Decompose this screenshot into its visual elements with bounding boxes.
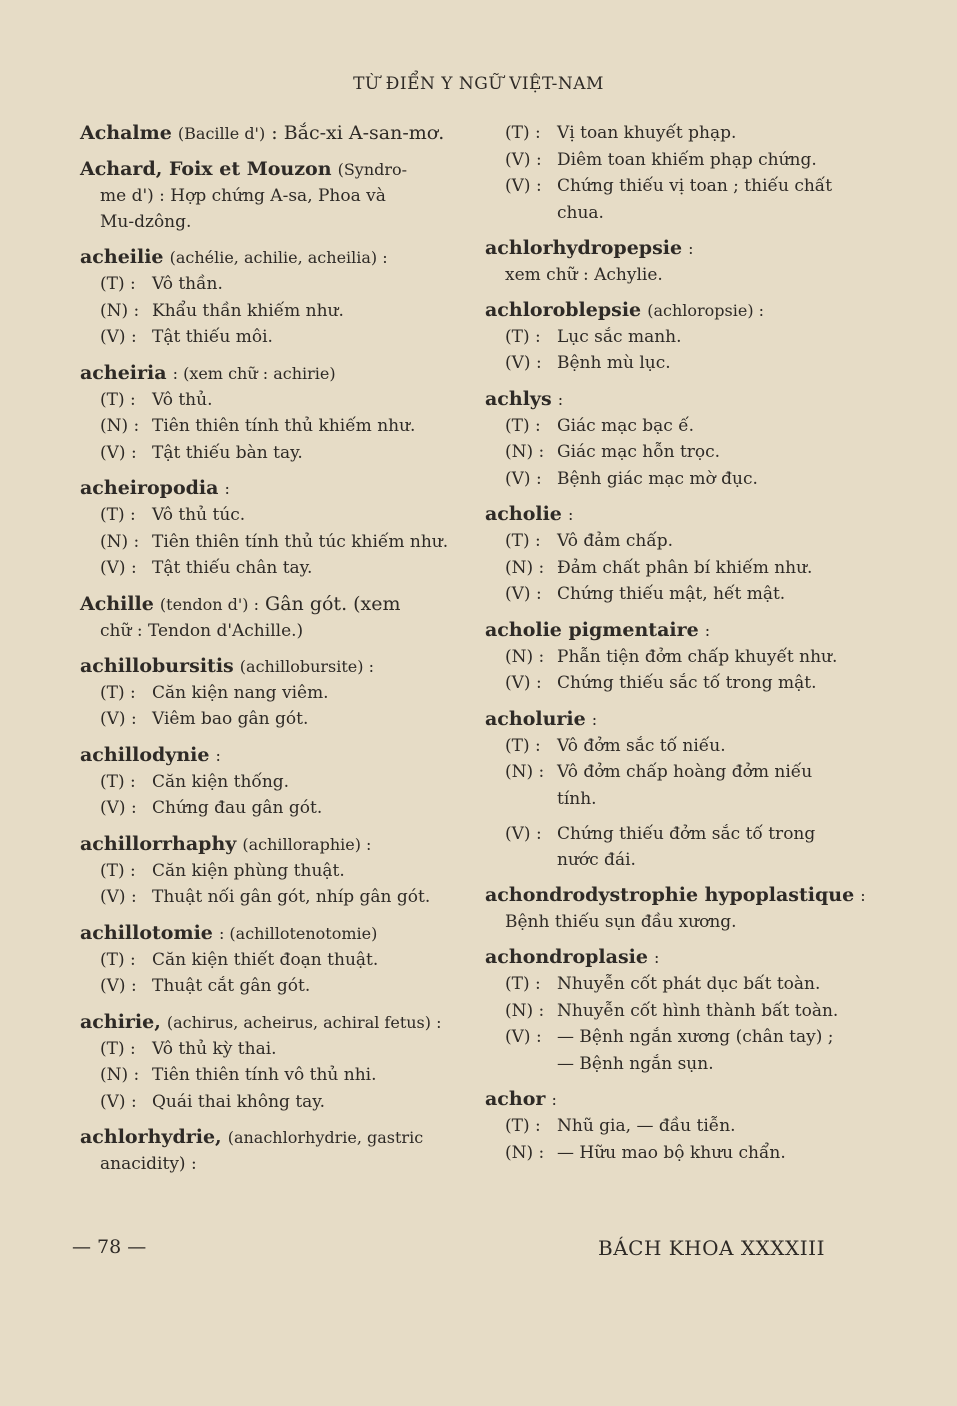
- sense-tag: (T) :: [100, 274, 136, 294]
- sense-tag: (V) :: [505, 673, 542, 693]
- entry-headword-line: [80, 156, 465, 183]
- sense-tag: (T) :: [100, 860, 136, 881]
- entry-continuation: Mu-dzông.: [100, 212, 192, 232]
- entry-sense: [485, 1024, 870, 1051]
- entry-sense: [80, 795, 465, 822]
- entry-variants: : (achillotenotomie): [218, 923, 378, 943]
- sense-text: Tật thiếu môi.: [152, 327, 273, 347]
- sense-text: Thuật cắt gân gót.: [152, 976, 311, 996]
- entry-headword-line: [485, 501, 870, 528]
- sense-tag: (V) :: [100, 1091, 137, 1112]
- sense-text: Lục sắc manh.: [557, 326, 682, 347]
- dictionary-entry: [80, 920, 465, 1000]
- entry-sense: [485, 147, 870, 174]
- sense-tag: (N) :: [505, 762, 545, 782]
- entry-sense: [80, 973, 465, 1000]
- sense-tag: (T) :: [505, 1116, 541, 1136]
- sense-tag: (V) :: [505, 176, 542, 196]
- entry-sense: [80, 706, 465, 733]
- entry-sense: [80, 413, 465, 440]
- entry-sense: [485, 821, 870, 848]
- sense-text: Tiên thiên tính vô thủ nhi.: [152, 1065, 377, 1085]
- entry-headword-line: [80, 360, 465, 387]
- dictionary-entry: [80, 831, 465, 911]
- entry-continuation: me d') : Hợp chứng A-sa, Phoa và: [100, 186, 386, 206]
- dictionary-entry: [485, 882, 870, 935]
- entry-sense: [485, 1113, 870, 1140]
- entry-headword: achondrodystrophie hypoplastique: [485, 884, 855, 906]
- entry-sense: [80, 271, 465, 298]
- entry-sense: [485, 350, 870, 377]
- sense-tag: (V) :: [505, 584, 542, 604]
- entry-sense: [80, 440, 465, 467]
- entry-variants: : (xem chữ : achirie): [172, 363, 336, 383]
- dictionary-entry: [485, 120, 870, 226]
- dictionary-entry: [80, 653, 465, 733]
- entry-headword-line: [485, 944, 870, 971]
- sense-text: Vô đảm chấp.: [557, 531, 674, 551]
- sense-text: Chứng thiếu vị toan ; thiếu chất: [557, 176, 833, 196]
- entry-sense: [485, 439, 870, 466]
- sense-text: Giác mạc hỗn trọc.: [557, 442, 721, 462]
- sense-text: Giác mạc bạc ế.: [557, 415, 695, 436]
- sense-tag: (T) :: [505, 974, 541, 994]
- entry-continuation: anacidity) :: [100, 1154, 197, 1174]
- sense-text: Nhũ gia, — đầu tiễn.: [557, 1116, 736, 1136]
- entry-headword: Achille: [80, 592, 154, 615]
- entry-sense: [80, 555, 465, 582]
- entry-headword: acholie pigmentaire: [485, 618, 699, 641]
- sense-text: Căn kiện nang viêm.: [152, 682, 329, 703]
- entry-headword: acheiria: [80, 361, 167, 384]
- sense-text: Vô đởm sắc tố niếu.: [557, 735, 726, 756]
- sense-text: Tiên thiên tính thủ túc khiếm như.: [152, 531, 449, 552]
- entry-variants: :: [551, 1090, 557, 1109]
- entry-headword: Achard, Foix et Mouzon: [80, 158, 332, 180]
- entry-sense: [80, 769, 465, 796]
- entry-sense: [485, 324, 870, 351]
- left-column: [80, 120, 465, 1186]
- sense-tag: (V) :: [505, 1027, 542, 1047]
- entry-continuation: nước đái.: [557, 850, 636, 870]
- entry-headword: achloroblepsie: [485, 298, 642, 321]
- sense-text: Khẩu thần khiếm như.: [152, 300, 344, 321]
- entry-sense: [80, 529, 465, 556]
- entry-sense: [80, 298, 465, 325]
- entry-continuation: Bệnh thiếu sụn đầu xương.: [505, 912, 737, 932]
- entry-headword: achor: [485, 1088, 546, 1110]
- entry-sense: [80, 884, 465, 911]
- sense-text: Căn kiện phùng thuật.: [152, 860, 345, 881]
- sense-tag: (T) :: [505, 415, 541, 436]
- entry-headword-line: [485, 706, 870, 733]
- entry-variants: (Bacille d'): [177, 124, 266, 143]
- sense-tag: (T) :: [100, 949, 136, 970]
- sense-text: Vị toan khuyết phạp.: [557, 123, 737, 143]
- sense-tag: (V) :: [100, 558, 137, 578]
- entry-headword-line: [80, 244, 465, 271]
- sense-text: Chứng thiếu mật, hết mật.: [557, 584, 786, 604]
- entry-sense: [485, 733, 870, 760]
- sense-tag: (N) :: [505, 1142, 545, 1163]
- entry-sense: [485, 173, 870, 200]
- entry-variants: :: [215, 745, 221, 765]
- sense-text: Tật thiếu chân tay.: [152, 558, 313, 578]
- entry-headword: achlorhydrie,: [80, 1126, 222, 1148]
- entry-headword: acheiropodia: [80, 477, 219, 499]
- entry-variants: (anachlorhydrie, gastric: [227, 1128, 424, 1147]
- dictionary-entry: [80, 475, 465, 582]
- entry-headword-line: [80, 920, 465, 947]
- entry-headword-line: [80, 591, 465, 618]
- entry-variants: :: [557, 389, 564, 409]
- entry-sense: [485, 1140, 870, 1167]
- sense-text: Chứng thiếu đởm sắc tố trong: [557, 823, 816, 844]
- entry-sense: [485, 759, 870, 786]
- entry-headword: achlys: [485, 387, 552, 410]
- entry-sense: [485, 971, 870, 998]
- entry-sense: [80, 1089, 465, 1116]
- dictionary-entry: [485, 1086, 870, 1166]
- sense-text: Quái thai không tay.: [152, 1091, 326, 1112]
- entry-sense: [485, 581, 870, 608]
- sense-tag: (V) :: [100, 709, 137, 729]
- sense-text: Chứng đau gân gót.: [152, 798, 323, 818]
- sense-tag: (T) :: [505, 735, 541, 756]
- sense-tag: (V) :: [100, 327, 137, 347]
- sense-text: — Bệnh ngắn sụn.: [557, 1053, 714, 1074]
- sense-text: Bệnh mù lục.: [557, 353, 671, 373]
- sense-tag: (N) :: [100, 531, 140, 552]
- entry-definition: : Bắc-xi A-san-mơ.: [271, 122, 445, 144]
- entry-variants: (achilloraphie) :: [242, 834, 372, 854]
- entry-headword-line: [80, 1124, 465, 1151]
- entry-continuation: xem chữ : Achylie.: [505, 264, 663, 285]
- entry-sense: [485, 1051, 870, 1078]
- journal-name: BÁCH KHOA XXXXIII: [598, 1236, 825, 1260]
- entry-sense: [485, 466, 870, 493]
- sense-text: Nhuyễn cốt hình thành bất toàn.: [557, 1000, 839, 1021]
- dictionary-entry: [485, 617, 870, 697]
- sense-tag: (N) :: [100, 300, 140, 321]
- sense-tag: (V) :: [505, 468, 542, 489]
- dictionary-entry: [485, 386, 870, 493]
- sense-text: Đảm chất phân bí khiếm như.: [557, 557, 813, 578]
- entry-sense: [485, 413, 870, 440]
- dictionary-entry: [485, 944, 870, 1077]
- entry-headword: achlorhydropepsie: [485, 236, 683, 259]
- sense-tag: (N) :: [505, 442, 545, 462]
- sense-tag: (N) :: [505, 1000, 545, 1021]
- entry-sense: [80, 858, 465, 885]
- entry-headword-line: [80, 831, 465, 858]
- sense-text: Phẫn tiện đởm chấp khuyết như.: [557, 646, 838, 667]
- sense-text: Vô thủ túc.: [152, 505, 246, 525]
- entry-sense: [80, 947, 465, 974]
- sense-text: Thuật nối gân gót, nhíp gân gót.: [152, 887, 431, 907]
- sense-text: Bệnh giác mạc mờ đục.: [557, 468, 758, 489]
- dictionary-entry: [80, 360, 465, 467]
- dictionary-entry: [80, 156, 465, 235]
- entry-headword-line: [485, 297, 870, 324]
- entry-variants: (Syndro-: [337, 160, 408, 179]
- entry-headword-line: [485, 617, 870, 644]
- entry-variants: (achélie, achilie, acheilia) :: [169, 248, 388, 267]
- entry-headword: achondroplasie: [485, 946, 648, 968]
- entry-sense: [80, 680, 465, 707]
- sense-tag: (V) :: [505, 823, 542, 844]
- entry-headword-line: [485, 235, 870, 262]
- page-header: TỪ ĐIỂN Y NGỮ VIỆT-NAM: [353, 74, 604, 94]
- sense-tag: (V) :: [505, 353, 542, 373]
- dictionary-entry: [80, 1009, 465, 1116]
- sense-text: — Bệnh ngắn xương (chân tay) ;: [557, 1027, 834, 1047]
- entry-sense: [80, 502, 465, 529]
- entry-continuation: chữ : Tendon d'Achille.): [100, 620, 304, 641]
- entry-headword: achillodynie: [80, 743, 210, 766]
- entry-variants: (achirus, acheirus, achiral fetus) :: [166, 1012, 442, 1032]
- sense-tag: (V) :: [100, 442, 137, 463]
- sense-text: Vô thủ kỳ thai.: [152, 1038, 277, 1059]
- sense-text: Tiên thiên tính thủ khiếm như.: [152, 416, 416, 436]
- entry-headword: Achalme: [80, 122, 172, 144]
- entry-sense: [485, 120, 870, 147]
- sense-tag: (T) :: [505, 531, 541, 551]
- entry-definition: Gân gót. (xem: [265, 592, 401, 615]
- entry-variants: :: [688, 238, 694, 258]
- entry-variants: :: [704, 620, 711, 640]
- entry-headword-line: [80, 1009, 465, 1036]
- sense-tag: (T) :: [100, 682, 136, 703]
- sense-text: Nhuyễn cốt phát dục bất toàn.: [557, 974, 821, 994]
- entry-sense: [485, 555, 870, 582]
- entry-continuation: tính.: [557, 788, 597, 809]
- sense-tag: (N) :: [100, 1065, 140, 1085]
- sense-tag: (T) :: [100, 771, 136, 792]
- entry-variants: :: [860, 886, 866, 905]
- sense-tag: (N) :: [505, 557, 545, 578]
- entry-headword: achillotomie: [80, 921, 213, 944]
- entry-headword: acheilie: [80, 246, 164, 268]
- sense-tag: (V) :: [505, 149, 542, 170]
- entry-headword-line: [485, 882, 870, 909]
- entry-headword-line: [485, 386, 870, 413]
- dictionary-entry: [485, 235, 870, 288]
- dictionary-entry: [80, 742, 465, 822]
- sense-tag: (T) :: [100, 1038, 136, 1059]
- dictionary-entry: [485, 297, 870, 377]
- entry-variants: (achloropsie) :: [647, 300, 765, 320]
- sense-text: Diêm toan khiếm phạp chứng.: [557, 149, 817, 170]
- entry-headword: acholie: [485, 503, 562, 525]
- sense-tag: (T) :: [505, 326, 541, 347]
- sense-tag: (N) :: [100, 416, 140, 436]
- sense-text: Căn kiện thống.: [152, 771, 290, 792]
- dictionary-entry: [485, 501, 870, 608]
- sense-text: — Hữu mao bộ khưu chẩn.: [557, 1142, 786, 1163]
- entry-headword-line: [485, 1086, 870, 1113]
- entry-sense: [485, 644, 870, 671]
- sense-text: Chứng thiếu sắc tố trong mật.: [557, 673, 817, 693]
- entry-sense: [485, 998, 870, 1025]
- dictionary-entry: [80, 591, 465, 644]
- sense-tag: (T) :: [100, 389, 136, 410]
- entry-headword: achirie,: [80, 1010, 161, 1033]
- dictionary-entry: [80, 244, 465, 351]
- entry-headword: achillorrhaphy: [80, 832, 237, 855]
- right-column: [485, 120, 870, 1175]
- entry-sense: [80, 1062, 465, 1089]
- entry-headword: achillobursitis: [80, 654, 234, 677]
- sense-text: Vô thần.: [152, 274, 223, 294]
- entry-sense: [80, 1036, 465, 1063]
- entry-variants: :: [567, 505, 574, 524]
- dictionary-entry: [485, 821, 870, 874]
- dictionary-entry: [80, 1124, 465, 1177]
- dictionary-entry: [485, 706, 870, 812]
- entry-headword-line: [80, 475, 465, 502]
- sense-text: Vô thủ.: [152, 389, 213, 410]
- entry-variants: (achillobursite) :: [239, 656, 374, 676]
- page-number: — 78 —: [72, 1236, 147, 1258]
- entry-sense: [80, 387, 465, 414]
- sense-tag: (V) :: [100, 976, 137, 996]
- sense-tag: (N) :: [505, 646, 545, 667]
- entry-headword-line: [80, 120, 465, 147]
- entry-variants: :: [654, 948, 660, 967]
- sense-text: Viêm bao gân gót.: [152, 709, 309, 729]
- entry-sense: [485, 670, 870, 697]
- sense-text: Căn kiện thiết đoạn thuật.: [152, 949, 379, 970]
- entry-headword: acholurie: [485, 707, 586, 730]
- sense-tag: (T) :: [505, 123, 541, 143]
- entry-variants: (tendon d') :: [159, 594, 259, 614]
- sense-text: Vô đởm chấp hoàng đởm niếu: [557, 762, 813, 782]
- sense-tag: (T) :: [100, 505, 136, 525]
- dictionary-entry: [80, 120, 465, 147]
- sense-tag: (V) :: [100, 887, 137, 907]
- entry-continuation: chua.: [557, 202, 604, 223]
- entry-headword-line: [80, 653, 465, 680]
- sense-tag: (V) :: [100, 798, 137, 818]
- entry-variants: :: [591, 709, 598, 729]
- sense-text: Tật thiếu bàn tay.: [152, 442, 303, 463]
- entry-headword-line: [80, 742, 465, 769]
- entry-variants: :: [224, 479, 230, 498]
- entry-sense: [80, 324, 465, 351]
- entry-sense: [485, 528, 870, 555]
